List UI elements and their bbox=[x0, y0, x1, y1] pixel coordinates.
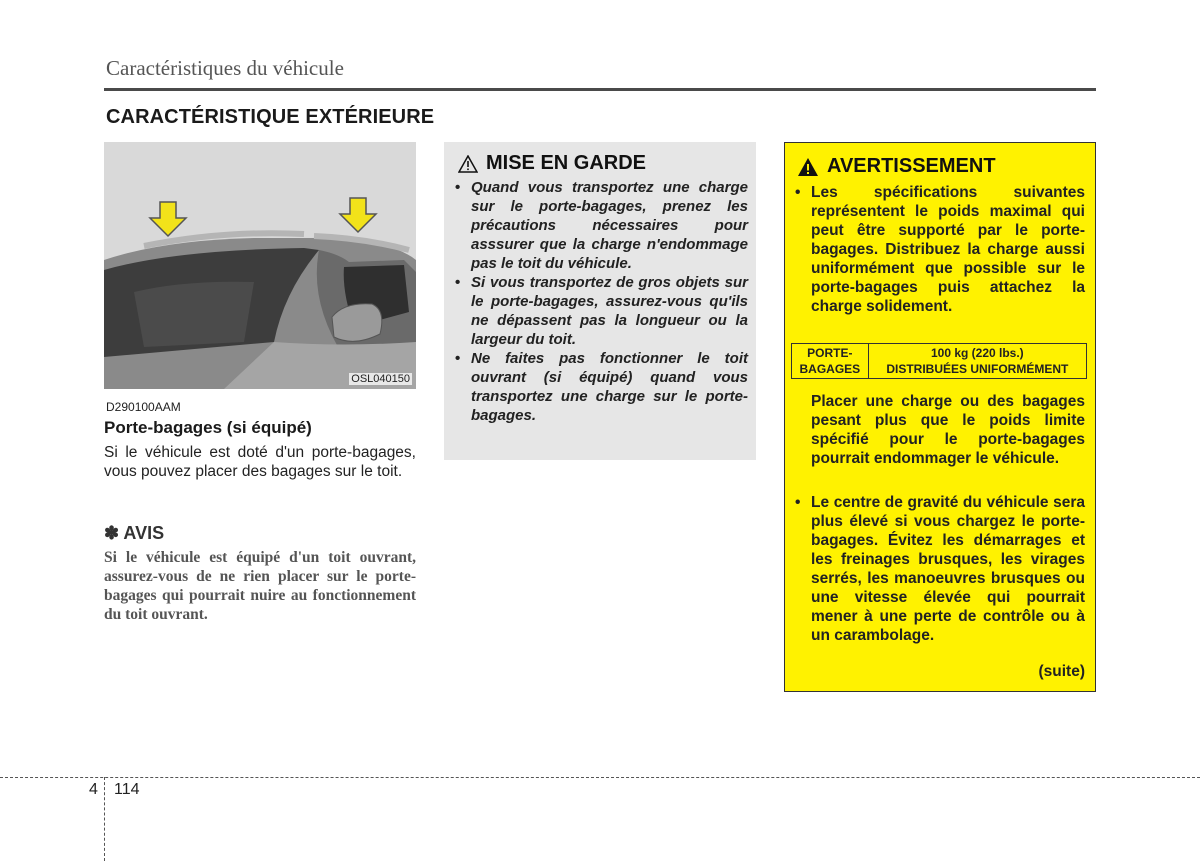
spec-label-line: BAGAGES bbox=[799, 362, 861, 376]
image-code: OSL040150 bbox=[351, 373, 410, 385]
running-header: Caractéristiques du véhicule bbox=[106, 56, 344, 80]
document-code: D290100AAM bbox=[106, 400, 181, 414]
caution-item: • Ne faites pas fonctionner le toit ouvrant (si équipé) quand vous transportez une charge sur le porte-bagages. bbox=[452, 349, 748, 425]
spec-value-line: DISTRIBUÉES UNIFORMÉMENT bbox=[886, 362, 1069, 376]
footer-divider bbox=[104, 777, 105, 861]
caution-item: • Si vous transportez de gros objets sur le porte-bagages, assurez-vous qu'ils ne dépassent pas la longueur ou la largeur du toit. bbox=[452, 273, 748, 349]
warning-list-2 bbox=[793, 493, 1085, 645]
warning-triangle-icon bbox=[797, 157, 819, 177]
warning-box bbox=[784, 142, 1096, 692]
spec-value bbox=[868, 344, 1086, 379]
section-title: CARACTÉRISTIQUE EXTÉRIEURE bbox=[106, 106, 435, 128]
notice-text: Si le véhicule est équipé d'un toit ouvrant, assurez-vous de ne rien placer sur le porte-bagages qui pourrait nuire au fonctionnement du toit ouvrant. bbox=[104, 549, 416, 623]
body-text: Si le véhicule est doté d'un porte-bagages, vous pouvez placer des bagages sur le toit. bbox=[104, 444, 416, 480]
warning-item: • Les spécifications suivantes représentent le poids maximal qui peut être supporté par le porte-bagages. Distribuez la charge aussi uniformément que possible sur le porte-bagages puis attachez la charge solidement. bbox=[793, 183, 1085, 316]
car-roof-illustration bbox=[104, 142, 416, 389]
spec-table bbox=[791, 343, 1087, 379]
spec-row bbox=[792, 344, 1087, 379]
warning-heading: AVERTISSEMENT bbox=[827, 155, 996, 177]
roof-rack-photo bbox=[104, 142, 416, 389]
caution-list bbox=[452, 178, 748, 425]
spec-value-line: 100 kg (220 lbs.) bbox=[930, 346, 1024, 360]
spec-label-line: PORTE- bbox=[807, 346, 853, 360]
warning-item: • Le centre de gravité du véhicule sera plus élevé si vous chargez le porte-bagages. Évitez les démarrages et les freinages brusques, les virages serrés, les manoeuvres brusques ou une vitesse élevée qui pourrait mener à une perte de contrôle ou à un carambolage. bbox=[793, 493, 1085, 645]
header-rule bbox=[104, 88, 1096, 91]
footer-rule bbox=[0, 777, 1200, 778]
subheading: Porte-bagages (si équipé) bbox=[104, 418, 312, 437]
warning-paragraph: Placer une charge ou des bagages pesant plus que le poids limite spécifié pour le porte-bagages pourrait endommager le véhicule. bbox=[811, 393, 1085, 467]
chapter-number: 4 bbox=[89, 781, 98, 798]
warning-list-1 bbox=[793, 183, 1085, 316]
caution-box bbox=[444, 142, 756, 460]
caution-triangle-icon bbox=[458, 155, 478, 173]
caution-item: • Quand vous transportez une charge sur le porte-bagages, prenez les précautions nécessaires pour asssurer que la charge n'endommage pas le toit du véhicule. bbox=[452, 178, 748, 273]
caution-heading: MISE EN GARDE bbox=[486, 152, 647, 174]
notice-heading: ✽ AVIS bbox=[104, 523, 165, 543]
page-number: 114 bbox=[114, 781, 140, 798]
spec-label bbox=[792, 344, 869, 379]
continued-label: (suite) bbox=[1038, 663, 1085, 680]
